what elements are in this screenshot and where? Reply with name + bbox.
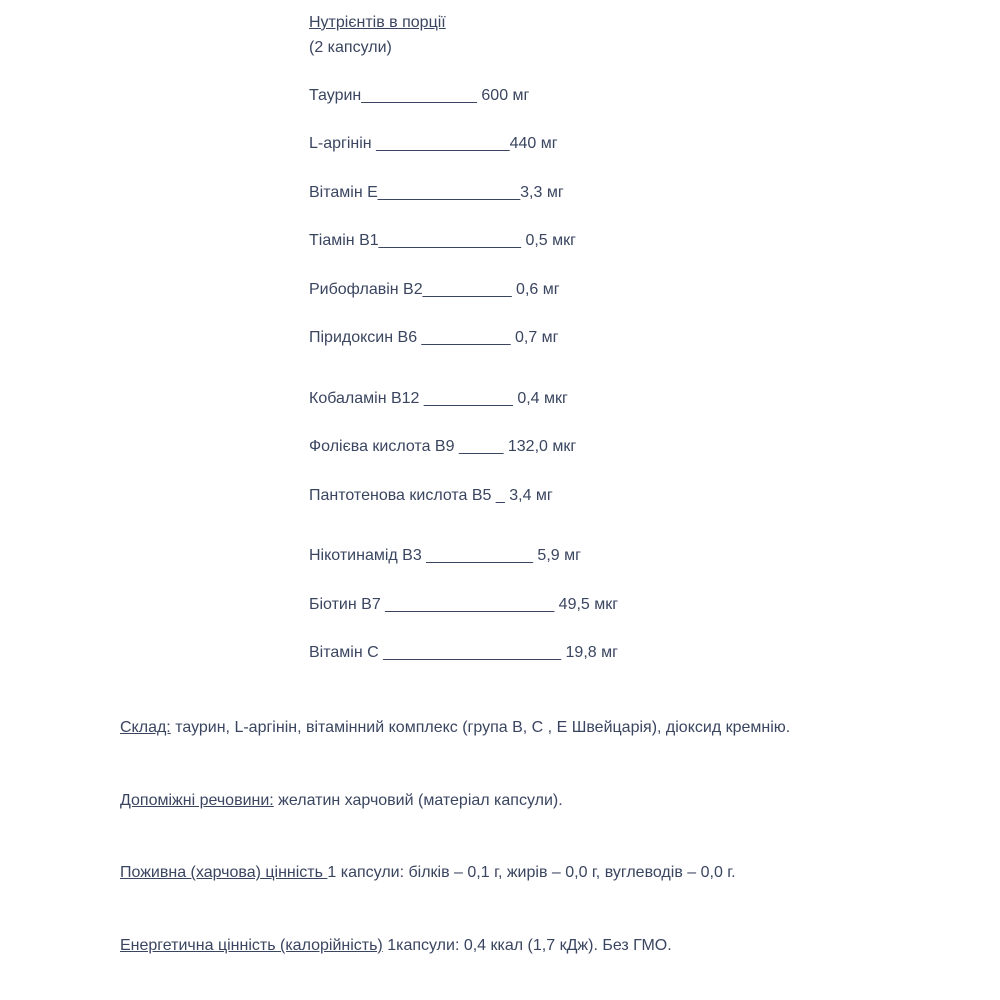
composition-paragraph xyxy=(120,718,790,738)
nutrient-row-vitamin-c: Вітамін С ____________________ 19,8 мг xyxy=(309,644,618,661)
nutritional-value-paragraph xyxy=(120,863,736,883)
nutrient-row-pantothenic-b5: Пантотенова кислота В5 _ 3,4 мг xyxy=(309,487,553,504)
nutrient-row-arginine: L-аргінін _______________440 мг xyxy=(309,135,558,152)
nutrient-row-nicotinamide-b3: Нікотинамід В3 ____________ 5,9 мг xyxy=(309,547,581,564)
excipients-text: желатин харчовий (матеріал капсули). xyxy=(273,792,563,809)
energy-value-label: Енергетична цінність (калорійність) xyxy=(120,937,383,954)
composition-text: таурин, L-аргінін, вітамінний комплекс (група В, С , Е Швейцарія), діоксид кремнію. xyxy=(170,719,791,736)
nutritional-value-label: Поживна (харчова) цінність xyxy=(120,864,328,881)
nutrient-row-pyridoxine-b6: Піридоксин В6 __________ 0,7 мг xyxy=(309,329,559,346)
nutrient-row-cobalamin-b12: Кобаламін В12 __________ 0,4 мкг xyxy=(309,390,568,407)
nutrient-row-biotin-b7: Біотин В7 ___________________ 49,5 мкг xyxy=(309,596,619,613)
nutrients-title: Нутрієнтів в порції xyxy=(309,14,446,31)
nutrients-subtitle: (2 капсули) xyxy=(309,39,392,56)
nutrient-row-folic-acid-b9: Фолієва кислота В9 _____ 132,0 мкг xyxy=(309,438,577,455)
nutrient-row-taurine: Таурин_____________ 600 мг xyxy=(309,87,530,104)
energy-value-paragraph xyxy=(120,936,672,956)
nutrient-row-thiamine-b1: Тіамін В1________________ 0,5 мкг xyxy=(309,232,576,249)
nutritional-value-text: 1 капсули: білків – 0,1 г, жирів – 0,0 г, вуглеводів – 0,0 г. xyxy=(327,864,736,881)
energy-value-text: 1капсули: 0,4 ккал (1,7 кДж). Без ГМО. xyxy=(382,937,672,954)
composition-label: Склад: xyxy=(120,719,171,736)
nutrient-row-vitamin-e: Вітамін Е________________3,3 мг xyxy=(309,184,564,201)
excipients-paragraph xyxy=(120,791,563,811)
excipients-label: Допоміжні речовини: xyxy=(120,792,274,809)
nutrient-row-riboflavin-b2: Рибофлавін В2__________ 0,6 мг xyxy=(309,281,560,298)
